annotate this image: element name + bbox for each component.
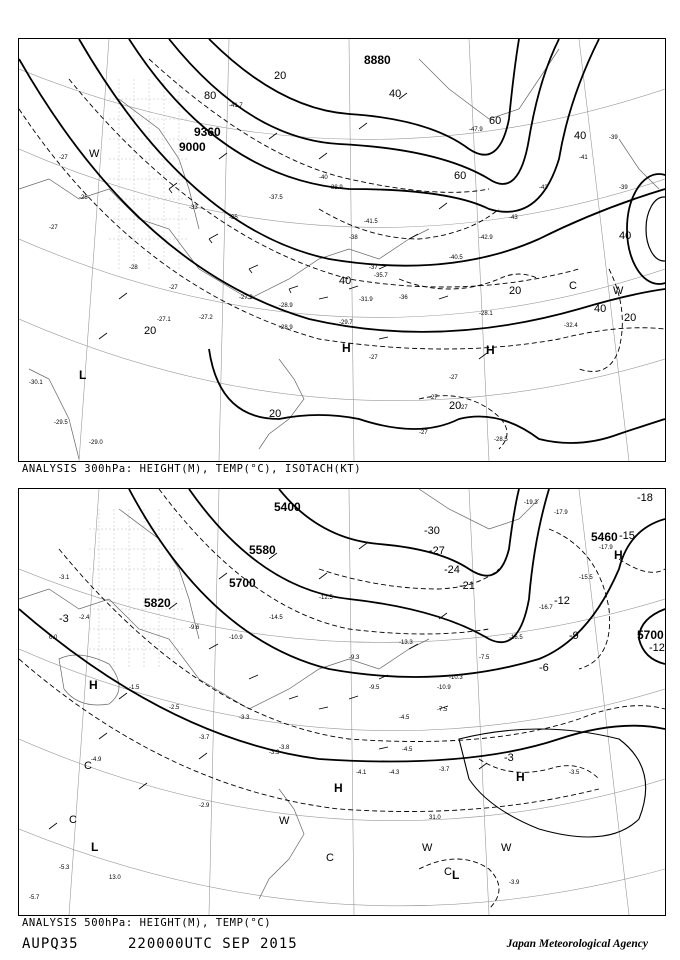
svg-text:-27.2: -27.2 <box>199 315 213 321</box>
svg-text:-27: -27 <box>369 355 378 361</box>
coastlines-500 <box>19 489 539 899</box>
svg-text:-16.5: -16.5 <box>509 635 523 641</box>
svg-text:-27.1: -27.1 <box>157 317 171 323</box>
center-H-500-c: H <box>516 770 525 784</box>
isotach-label-40d: 40 <box>619 230 632 242</box>
svg-text:-41: -41 <box>579 155 588 161</box>
svg-text:-4.3: -4.3 <box>389 770 400 776</box>
center-C-300: C <box>569 280 577 292</box>
temp-label-500-12b: -12 <box>649 642 665 654</box>
svg-text:13.0: 13.0 <box>109 875 121 881</box>
svg-text:-27: -27 <box>429 395 438 401</box>
svg-text:-4.1: -4.1 <box>356 770 367 776</box>
height-label-500-c: 5820 <box>144 596 171 610</box>
svg-text:-40.5: -40.5 <box>449 255 463 261</box>
svg-text:-35.7: -35.7 <box>374 273 388 279</box>
svg-text:-27: -27 <box>49 225 58 231</box>
height-label-500-b: 5580 <box>249 543 276 557</box>
center-W-500-c: W <box>279 815 290 827</box>
svg-text:-9.5: -9.5 <box>369 685 380 691</box>
svg-text:-37.5: -37.5 <box>269 195 283 201</box>
center-H-300-b: H <box>486 343 495 357</box>
svg-text:-28: -28 <box>129 265 138 271</box>
center-L-300: L <box>79 368 87 382</box>
hatch-300 <box>109 79 189 269</box>
wind-barbs-500 <box>49 543 487 829</box>
svg-text:-37: -37 <box>369 265 378 271</box>
svg-text:-2.9: -2.9 <box>199 803 210 809</box>
hatch-500 <box>89 509 184 669</box>
svg-text:-39: -39 <box>609 135 618 141</box>
temp-label-500-30: -30 <box>424 525 440 537</box>
svg-text:-29.5: -29.5 <box>54 420 68 426</box>
svg-text:-41.5: -41.5 <box>364 219 378 225</box>
temp-label-500-12: -12 <box>554 595 570 607</box>
svg-text:-13.3: -13.3 <box>399 640 413 646</box>
svg-text:-35: -35 <box>229 215 238 221</box>
svg-text:-17.9: -17.9 <box>554 510 568 516</box>
temp-label-500-3b: -3 <box>59 613 69 625</box>
coastlines-300 <box>19 49 659 459</box>
svg-text:-3.9: -3.9 <box>509 880 520 886</box>
svg-text:-32.4: -32.4 <box>564 323 578 329</box>
temp-label-500-21: -21 <box>459 580 475 592</box>
isotach-label-40: 40 <box>389 88 402 100</box>
svg-text:-36: -36 <box>399 295 408 301</box>
temperature-contours-500 <box>19 489 665 909</box>
svg-text:-15.5: -15.5 <box>579 575 593 581</box>
svg-text:-28.5: -28.5 <box>494 437 508 443</box>
station-labels-500 <box>29 500 580 901</box>
map-500hpa-svg <box>19 489 665 915</box>
svg-text:-7.5: -7.5 <box>437 707 448 713</box>
svg-text:-3.3: -3.3 <box>269 750 280 756</box>
center-L-500-a: L <box>91 840 99 854</box>
temp-label-500-6: -6 <box>539 662 549 674</box>
isotach-label-40e: 40 <box>339 275 352 287</box>
svg-text:-27: -27 <box>59 155 68 161</box>
center-W-500-b: W <box>501 842 512 854</box>
svg-text:-27.3: -27.3 <box>239 295 253 301</box>
center-W-300: W <box>613 285 624 297</box>
chart-code: AUPQ35 <box>22 936 79 952</box>
center-W-500-a: W <box>422 842 433 854</box>
map-panel-300hpa <box>18 38 666 462</box>
svg-text:-27: -27 <box>449 375 458 381</box>
svg-text:-3.7: -3.7 <box>439 767 450 773</box>
center-W-300-b: W <box>89 148 100 160</box>
svg-text:-39: -39 <box>619 185 628 191</box>
svg-text:-30.1: -30.1 <box>29 380 43 386</box>
valid-time: 220000UTC SEP 2015 <box>128 936 298 952</box>
svg-text:-43: -43 <box>539 185 548 191</box>
agency-name: Japan Meteorological Agency <box>506 938 648 950</box>
center-L-500-b: L <box>452 868 460 882</box>
center-H-300-a: H <box>342 341 351 355</box>
graticule-300 <box>19 39 665 461</box>
height-label-500-a: 5400 <box>274 500 301 514</box>
svg-text:-27: -27 <box>419 430 428 436</box>
svg-text:-43: -43 <box>509 215 518 221</box>
svg-text:-33: -33 <box>189 205 198 211</box>
svg-text:-47.9: -47.9 <box>469 127 483 133</box>
height-contours-500 <box>19 489 665 762</box>
height-contours-300 <box>19 39 665 443</box>
isotach-label-20d: 20 <box>269 408 282 420</box>
svg-text:-2.4: -2.4 <box>79 615 90 621</box>
svg-text:-10.9: -10.9 <box>437 685 451 691</box>
center-H-500-b: H <box>334 781 343 795</box>
svg-text:-9.3: -9.3 <box>349 655 360 661</box>
map-panel-500hpa <box>18 488 666 916</box>
svg-text:31.0: 31.0 <box>429 815 441 821</box>
temp-label-500-3: -3 <box>504 752 514 764</box>
svg-text:-38.9: -38.9 <box>329 185 343 191</box>
svg-text:-42.9: -42.9 <box>479 235 493 241</box>
height-label-500-e: 5700 <box>637 628 664 642</box>
svg-text:-9.6: -9.6 <box>189 625 200 631</box>
center-H-500-a: H <box>89 678 98 692</box>
svg-text:-28.1: -28.1 <box>479 311 493 317</box>
height-label-500-d: 5700 <box>229 576 256 590</box>
temp-label-500-18: -18 <box>637 492 653 504</box>
svg-text:-28: -28 <box>79 195 88 201</box>
svg-text:-40: -40 <box>319 175 328 181</box>
svg-text:-1.5: -1.5 <box>129 685 140 691</box>
isotach-label-60b: 60 <box>454 170 467 182</box>
center-C-500-d: C <box>444 866 452 878</box>
svg-text:-27: -27 <box>169 285 178 291</box>
svg-text:-38: -38 <box>349 235 358 241</box>
isotach-label-20: 20 <box>274 70 287 82</box>
height-label-300-b: 9360 <box>194 125 221 139</box>
svg-text:-5.7: -5.7 <box>29 895 40 901</box>
isotach-label-20e: 20 <box>449 400 462 412</box>
isotach-label-80: 80 <box>204 90 217 102</box>
svg-text:-14.5: -14.5 <box>269 615 283 621</box>
isotach-label-40c: 40 <box>574 130 587 142</box>
low-inner-contour-300 <box>646 197 665 261</box>
map-300hpa-svg <box>19 39 665 461</box>
svg-text:-28.9: -28.9 <box>279 325 293 331</box>
svg-text:-41.7: -41.7 <box>229 103 243 109</box>
svg-text:-27: -27 <box>459 405 468 411</box>
svg-text:-29.7: -29.7 <box>339 320 353 326</box>
svg-text:-29.0: -29.0 <box>89 440 103 446</box>
isotach-label-20b: 20 <box>509 285 522 297</box>
caption-500hpa: ANALYSIS 500hPa: HEIGHT(M), TEMP(°C) <box>22 917 272 929</box>
isotach-label-20f: 20 <box>624 312 637 324</box>
isotach-label-60: 60 <box>489 115 502 127</box>
svg-text:-17.9: -17.9 <box>599 545 613 551</box>
svg-text:6.0: 6.0 <box>49 635 58 641</box>
center-C-500-c: C <box>326 852 334 864</box>
svg-text:-7.5: -7.5 <box>479 655 490 661</box>
height-label-500-f: 5460 <box>591 530 618 544</box>
svg-text:-3.5: -3.5 <box>569 770 580 776</box>
svg-text:-10.9: -10.9 <box>229 635 243 641</box>
svg-text:-4.5: -4.5 <box>399 715 410 721</box>
isotach-label-20c: 20 <box>144 325 157 337</box>
temp-label-500-27: -27 <box>429 545 445 557</box>
svg-text:-28.9: -28.9 <box>279 303 293 309</box>
graticule-500 <box>19 489 665 915</box>
center-C-500-a: C <box>84 760 92 772</box>
svg-text:-2.5: -2.5 <box>169 705 180 711</box>
temp-label-500-9: -9 <box>569 630 579 642</box>
svg-text:-10.3: -10.3 <box>449 675 463 681</box>
center-H-500-d: H <box>614 548 623 562</box>
temp-label-500-15: -15 <box>619 530 635 542</box>
isotach-label-40b: 40 <box>594 303 607 315</box>
svg-text:-3.8: -3.8 <box>279 745 290 751</box>
temp-label-500-24: -24 <box>444 564 460 576</box>
height-label-300-c: 9000 <box>179 140 206 154</box>
svg-text:-12.5: -12.5 <box>319 595 333 601</box>
center-C-500-b: C <box>69 814 77 826</box>
svg-text:-31.9: -31.9 <box>359 297 373 303</box>
svg-text:-4.9: -4.9 <box>91 757 102 763</box>
height-label-300-a: 8880 <box>364 53 391 67</box>
svg-text:-5.3: -5.3 <box>59 865 70 871</box>
caption-300hpa: ANALYSIS 300hPa: HEIGHT(M), TEMP(°C), ISOTACH(KT) <box>22 463 362 475</box>
svg-text:-3.1: -3.1 <box>59 575 70 581</box>
svg-text:-16.7: -16.7 <box>539 605 553 611</box>
svg-text:-3.7: -3.7 <box>199 735 210 741</box>
svg-text:-3.3: -3.3 <box>239 715 250 721</box>
svg-text:-19.3: -19.3 <box>524 500 538 506</box>
svg-text:-4.5: -4.5 <box>402 747 413 753</box>
